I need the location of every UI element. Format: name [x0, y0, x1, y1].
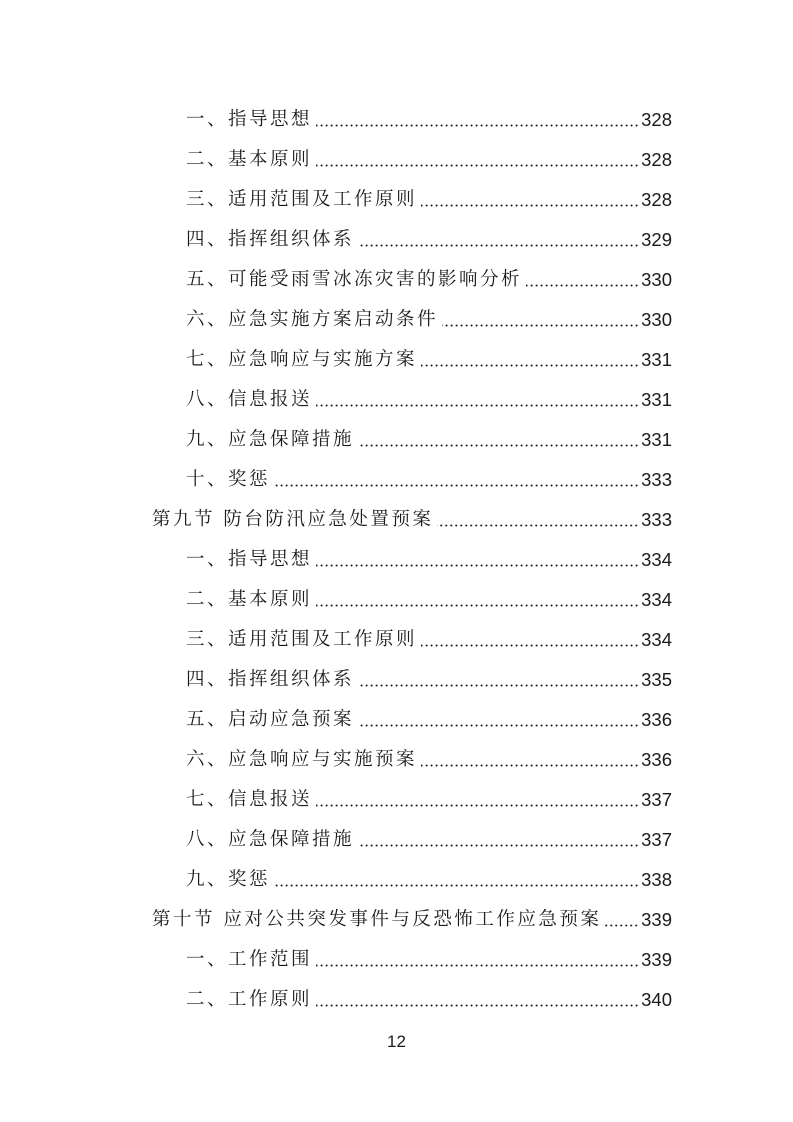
dot-leader [421, 204, 639, 207]
toc-entry-title: 一、工作范围 [186, 949, 313, 970]
toc-section-entry[interactable] [152, 906, 672, 934]
toc-entry-page: 337 [641, 789, 672, 810]
toc-entry[interactable] [186, 306, 672, 334]
toc-section-entry[interactable] [152, 506, 672, 534]
dot-leader [421, 764, 639, 767]
toc-entry-title: 二、工作原则 [186, 989, 313, 1010]
toc-entry-title: 四、指挥组织体系 [186, 669, 355, 690]
toc-entry[interactable] [186, 946, 672, 974]
dot-leader [421, 364, 639, 367]
toc-entry-title: 八、信息报送 [186, 389, 313, 410]
toc-entry-title: 三、适用范围及工作原则 [186, 629, 418, 650]
dot-leader [316, 124, 639, 127]
toc-entry[interactable] [186, 786, 672, 814]
toc-entry-title: 九、奖惩 [186, 869, 271, 890]
toc-entry-page: 336 [641, 709, 672, 730]
page-number: 12 [387, 1032, 406, 1051]
toc-entry-title: 五、启动应急预案 [186, 709, 355, 730]
toc-entry-page: 328 [641, 189, 672, 210]
toc-entry-title: 九、应急保障措施 [186, 429, 355, 450]
toc-entry-title: 六、应急实施方案启动条件 [186, 309, 439, 330]
dot-leader [274, 484, 639, 487]
dot-leader [358, 724, 639, 727]
toc-entry-title: 五、可能受雨雪冰冻灾害的影响分析 [186, 269, 523, 290]
dot-leader [316, 164, 639, 167]
toc-entry[interactable] [186, 586, 672, 614]
dot-leader [316, 804, 639, 807]
toc-entry-title: 七、信息报送 [186, 789, 313, 810]
toc-entry-page: 336 [641, 749, 672, 770]
toc-entry-page: 330 [641, 269, 672, 290]
dot-leader [316, 404, 639, 407]
dot-leader [316, 564, 639, 567]
toc-entry-title: 第九节 防台防汛应急处置预案 [152, 509, 434, 530]
toc-entry-page: 328 [641, 109, 672, 130]
toc-entry[interactable] [186, 466, 672, 494]
dot-leader [421, 644, 639, 647]
toc-entry[interactable] [186, 866, 672, 894]
dot-leader [526, 284, 639, 287]
toc-entry-page: 330 [641, 309, 672, 330]
toc-entry-title: 七、应急响应与实施方案 [186, 349, 418, 370]
toc-entry-page: 331 [641, 429, 672, 450]
toc-entry[interactable] [186, 986, 672, 1014]
dot-leader [316, 964, 639, 967]
dot-leader [316, 1004, 639, 1007]
dot-leader [358, 444, 639, 447]
toc-entry-page: 329 [641, 229, 672, 250]
dot-leader [316, 604, 639, 607]
toc-entry-page: 337 [641, 829, 672, 850]
dot-leader [437, 524, 639, 527]
toc-entry-page: 340 [641, 989, 672, 1010]
toc-entry-page: 339 [641, 909, 672, 930]
toc-entry[interactable] [186, 746, 672, 774]
toc-entry-page: 339 [641, 949, 672, 970]
dot-leader [358, 844, 639, 847]
toc-entry-title: 一、指导思想 [186, 549, 313, 570]
toc-entry-title: 二、基本原则 [186, 589, 313, 610]
toc-entry-title: 三、适用范围及工作原则 [186, 189, 418, 210]
toc-entry-page: 333 [641, 509, 672, 530]
toc-entry[interactable] [186, 706, 672, 734]
toc-entry-title: 一、指导思想 [186, 109, 313, 130]
toc-entry[interactable] [186, 346, 672, 374]
toc-entry-title: 四、指挥组织体系 [186, 229, 355, 250]
toc-entry-page: 334 [641, 629, 672, 650]
toc-entry[interactable] [186, 146, 672, 174]
toc-entry-page: 331 [641, 349, 672, 370]
toc-entry[interactable] [186, 546, 672, 574]
toc-entry[interactable] [186, 666, 672, 694]
toc-entry-page: 333 [641, 469, 672, 490]
toc-entry[interactable] [186, 186, 672, 214]
toc-entry-page: 338 [641, 869, 672, 890]
dot-leader [274, 884, 639, 887]
toc-entry-page: 334 [641, 549, 672, 570]
toc-entry-page: 334 [641, 589, 672, 610]
dot-leader [358, 244, 639, 247]
toc-entry-title: 第十节 应对公共突发事件与反恐怖工作应急预案 [152, 909, 602, 930]
dot-leader [358, 684, 639, 687]
toc-entry[interactable] [186, 626, 672, 654]
toc-entry[interactable] [186, 826, 672, 854]
dot-leader [442, 324, 639, 327]
toc-entry-page: 328 [641, 149, 672, 170]
toc-entry-title: 八、应急保障措施 [186, 829, 355, 850]
toc-entry-page: 331 [641, 389, 672, 410]
toc-entry[interactable] [186, 386, 672, 414]
toc-entry-page: 335 [641, 669, 672, 690]
dot-leader [605, 924, 639, 927]
toc-entry[interactable] [186, 266, 672, 294]
toc-entry-title: 十、奖惩 [186, 469, 271, 490]
toc-entry[interactable] [186, 226, 672, 254]
toc-entry[interactable] [186, 106, 672, 134]
toc-entry-title: 二、基本原则 [186, 149, 313, 170]
toc-entry-title: 六、应急响应与实施预案 [186, 749, 418, 770]
toc-entry[interactable] [186, 426, 672, 454]
